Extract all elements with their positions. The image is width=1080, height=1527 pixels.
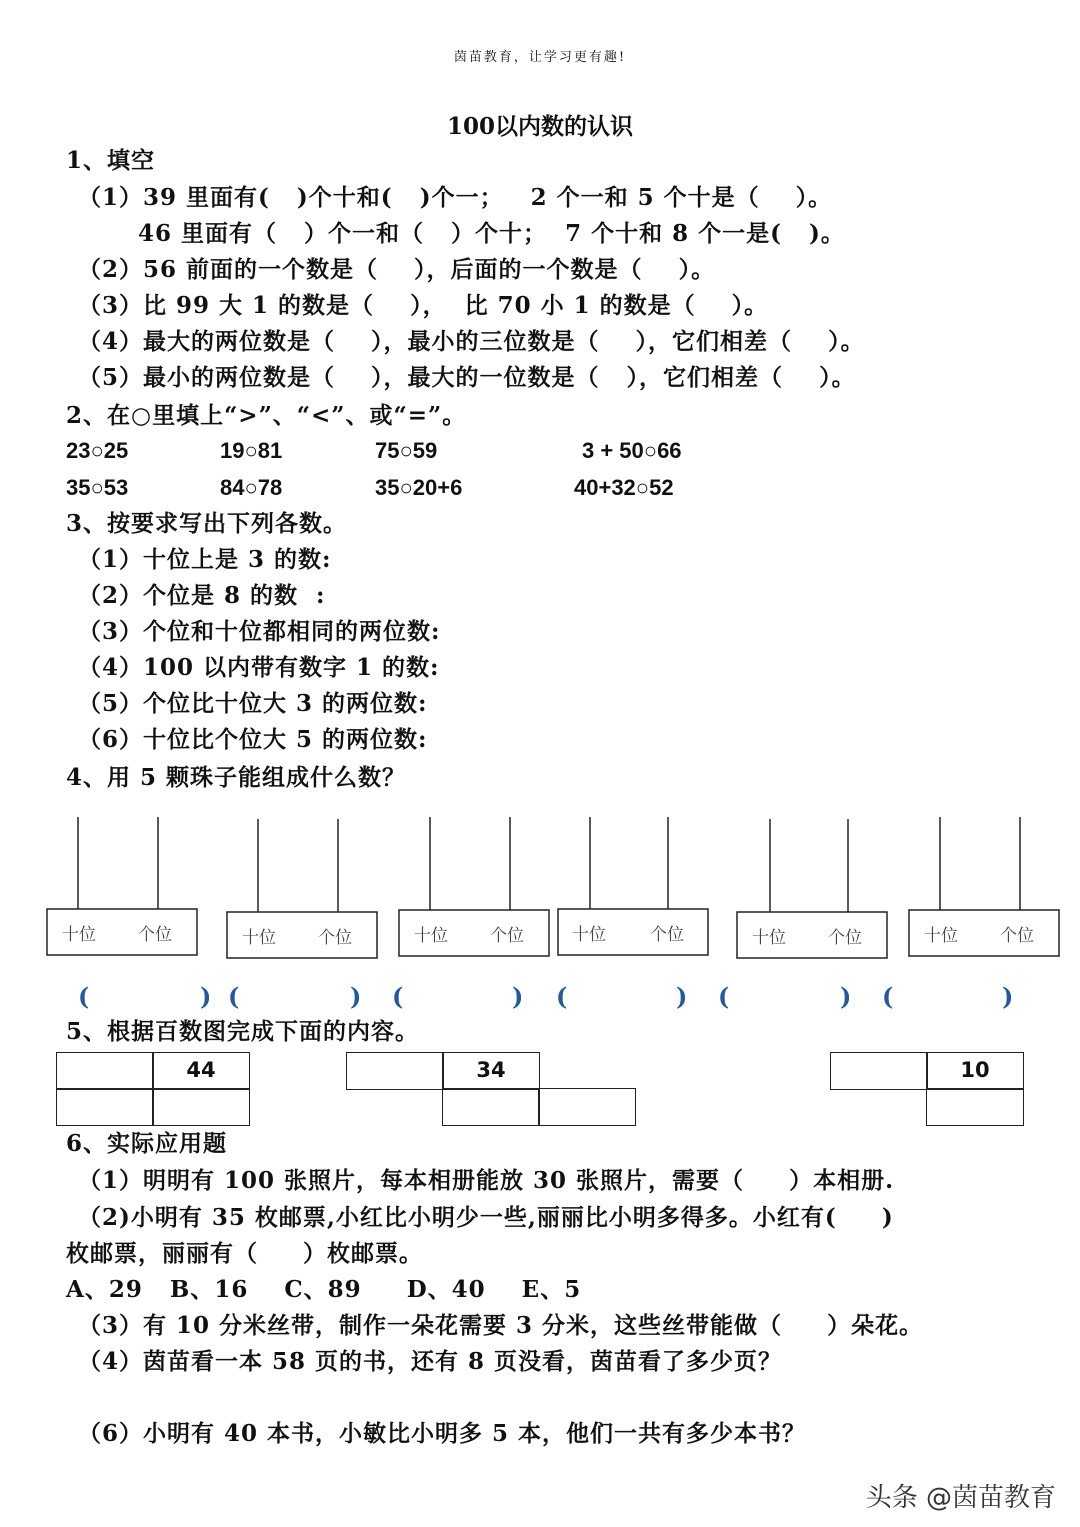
grid-cell-empty [830, 1052, 928, 1090]
answer-open-paren: ( [228, 982, 240, 1011]
grid-cell-empty [442, 1088, 540, 1126]
answer-close-paren: ) [512, 982, 524, 1011]
s3-item-5: （5）个位比十位大 3 的两位数: [78, 690, 428, 717]
abacus-ones-label: 个位 [1000, 926, 1034, 946]
compare-item: 75○59 [375, 438, 438, 463]
s1-question-2: （2）56 前面的一个数是（ ），后面的一个数是（ ）。 [78, 256, 716, 283]
abacus-tens-label: 十位 [414, 926, 448, 946]
section-6-heading: 6、实际应用题 [66, 1130, 228, 1157]
answer-open-paren: ( [718, 982, 730, 1011]
abacus-ones-label: 个位 [828, 928, 862, 948]
abacus-tens-label: 十位 [572, 925, 606, 945]
section-2-heading: 2、在○里填上“>”、“<”、或“=”。 [66, 402, 467, 429]
abacus-tens-label: 十位 [242, 928, 276, 948]
section-3-heading: 3、按要求写出下列各数。 [66, 510, 348, 537]
compare-item: 35○20+6 [375, 475, 463, 500]
grid-cell-empty [538, 1088, 636, 1126]
s6-question-2b: 枚邮票，丽丽有（ ）枚邮票。 [66, 1240, 424, 1267]
s6-question-3: （3）有 10 分米丝带，制作一朵花需要 3 分米，这些丝带能做（ ）朵花。 [78, 1312, 924, 1339]
s6-question-6: （6）小明有 40 本书，小敏比小明多 5 本，他们一共有多少本书？ [78, 1420, 807, 1447]
grid-cell-empty [152, 1088, 250, 1126]
compare-item: 35○53 [66, 475, 129, 500]
s3-item-3: （3）个位和十位都相同的两位数: [78, 618, 441, 645]
abacus-tens-label: 十位 [924, 926, 958, 946]
grid-cell-given: 44 [152, 1052, 250, 1090]
abacus-ones-label: 个位 [490, 926, 524, 946]
compare-item: 19○81 [220, 438, 283, 463]
s1-question-1a: （1）39 里面有( )个十和( )个一； 2 个一和 5 个十是（ ）。 [78, 184, 833, 211]
grid-cell-empty [56, 1052, 154, 1090]
section-1-heading: 1、填空 [66, 147, 156, 174]
page-header: 茵苗教育，让学习更有趣! [453, 50, 627, 65]
answer-close-paren: ) [350, 982, 362, 1011]
s1-question-1b: 46 里面有（ ）个一和（ ）个十； 7 个十和 8 个一是( )。 [138, 220, 845, 247]
compare-item: 40+32○52 [574, 475, 674, 500]
answer-open-paren: ( [556, 982, 568, 1011]
abacus-ones-label: 个位 [318, 928, 352, 948]
section-4-heading: 4、用 5 颗珠子能组成什么数？ [66, 764, 407, 791]
page-title: 100以内数的认识 [446, 113, 633, 140]
answer-open-paren: ( [392, 982, 404, 1011]
answer-close-paren: ) [676, 982, 688, 1011]
s6-options: A、29 B、16 C、89 D、40 E、5 [66, 1276, 582, 1303]
abacus-ones-label: 个位 [138, 925, 172, 945]
compare-item: 84○78 [220, 475, 283, 500]
answer-close-paren: ) [200, 982, 212, 1011]
s1-question-5: （5）最小的两位数是（ ），最大的一位数是（ ），它们相差（ ）。 [78, 364, 856, 391]
s1-question-3: （3）比 99 大 1 的数是（ ）， 比 70 小 1 的数是（ ）。 [78, 292, 769, 319]
grid-cell-empty [56, 1088, 154, 1126]
grid-cell-empty [926, 1088, 1024, 1126]
compare-item: 3 + 50○66 [582, 438, 682, 463]
answer-open-paren: ( [78, 982, 90, 1011]
answer-open-paren: ( [882, 982, 894, 1011]
answer-close-paren: ) [1002, 982, 1014, 1011]
s3-item-1: （1）十位上是 3 的数: [78, 546, 332, 573]
s3-item-2: （2）个位是 8 的数 : [78, 582, 326, 609]
abacus-tens-label: 十位 [752, 928, 786, 948]
abacus-tens-label: 十位 [62, 925, 96, 945]
s6-question-1: （1）明明有 100 张照片，每本相册能放 30 张照片，需要（ ）本相册. [78, 1167, 895, 1194]
watermark: 头条 @茵苗教育 [865, 1483, 1056, 1513]
s1-question-4: （4）最大的两位数是（ ），最小的三位数是（ ），它们相差（ ）。 [78, 328, 865, 355]
s6-question-2a: （2)小明有 35 枚邮票,小红比小明少一些,丽丽比小明多得多。小红有( ) [78, 1204, 894, 1231]
abacus-ones-label: 个位 [650, 925, 684, 945]
s3-item-6: （6）十位比个位大 5 的两位数: [78, 726, 428, 753]
s3-item-4: （4）100 以内带有数字 1 的数: [78, 654, 440, 681]
grid-cell-given: 10 [926, 1052, 1024, 1090]
grid-cell-empty [346, 1052, 444, 1090]
grid-cell-given: 34 [442, 1052, 540, 1090]
section-5-heading: 5、根据百数图完成下面的内容。 [66, 1018, 420, 1045]
compare-item: 23○25 [66, 438, 129, 463]
s6-question-4: （4）茵苗看一本 58 页的书，还有 8 页没看，茵苗看了多少页？ [78, 1348, 783, 1375]
answer-close-paren: ) [840, 982, 852, 1011]
